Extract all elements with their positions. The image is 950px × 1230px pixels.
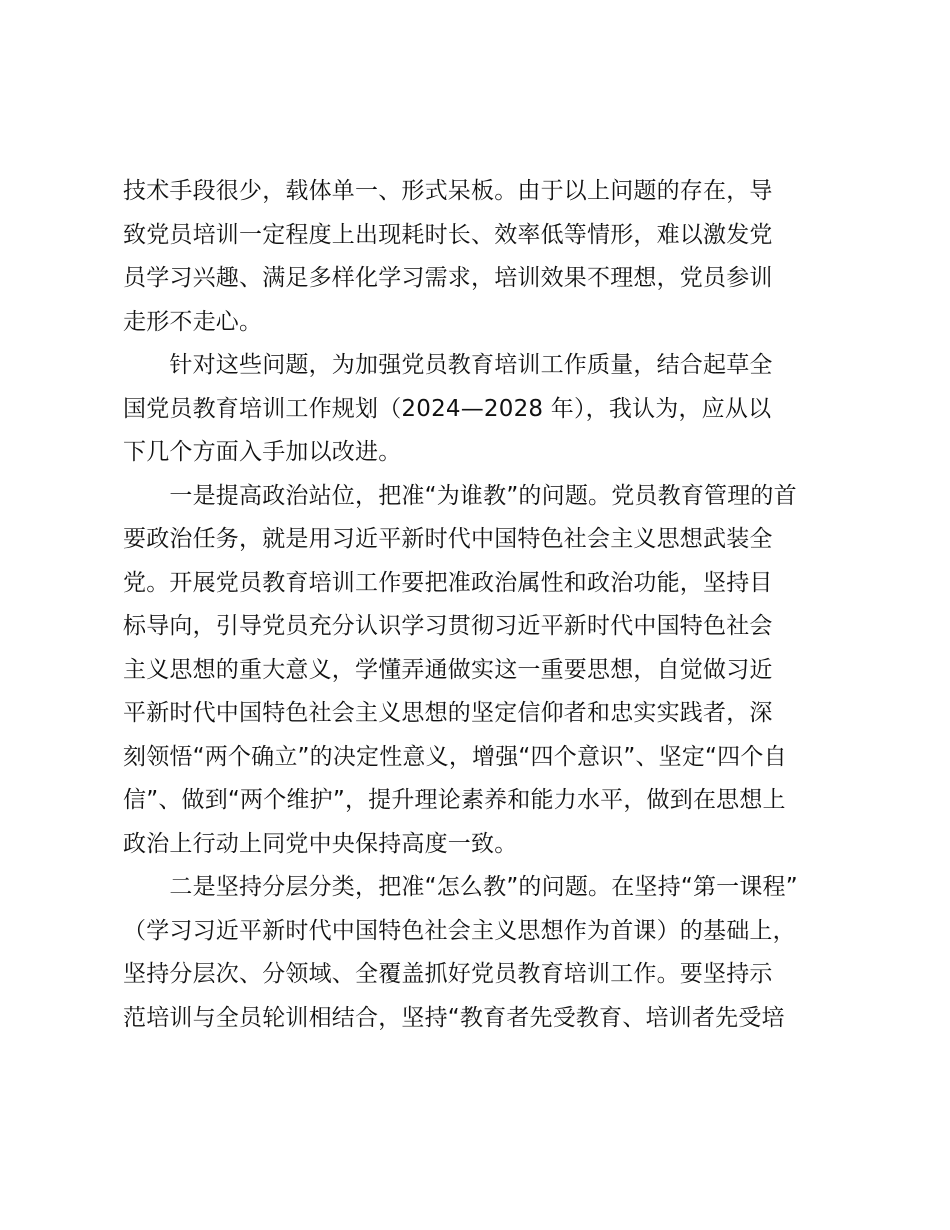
text-line: 致党员培训一定程度上出现耗时长、效率低等情形，难以激发党 [123, 221, 773, 248]
text-line: 刻领悟“两个确立”的决定性意义，增强“四个意识”、坚定“四个自 [123, 743, 787, 770]
text-line: 党。开展党员教育培训工作要把准政治属性和政治功能，坚持目 [123, 569, 773, 596]
text-line: 技术手段很少，载体单一、形式呆板。由于以上问题的存在，导 [123, 178, 773, 204]
text-line: 主义思想的重大意义，学懂弄通做实这一重要思想，自觉做习近 [123, 656, 773, 683]
text-line: （学习习近平新时代中国特色社会主义思想作为首课）的基础上， [123, 917, 796, 944]
text-line: 标导向，引导党员充分认识学习贯彻习近平新时代中国特色社会 [123, 613, 773, 639]
text-line: 要政治任务，就是用习近平新时代中国特色社会主义思想武装全 [123, 526, 773, 552]
text-line: 二是坚持分层分类，把准“怎么教”的问题。在坚持“第一课程” [123, 874, 798, 900]
text-line: 政治上行动上同党中央保持高度一致。 [123, 830, 518, 857]
text-line: 平新时代中国特色社会主义思想的坚定信仰者和忠实实践者，深 [123, 700, 773, 726]
text-line: 信”、做到“两个维护”，提升理论素养和能力水平，做到在思想上 [123, 787, 786, 813]
body-text [123, 170, 833, 1040]
text-line: 坚持分层次、分领域、全覆盖抓好党员教育培训工作。要坚持示 [123, 961, 773, 987]
text-line: 走形不走心。 [123, 308, 263, 335]
text-line: 一是提高政治站位，把准“为谁教”的问题。党员教育管理的首 [123, 482, 797, 509]
text-line: 下几个方面入手加以改进。 [123, 439, 402, 465]
text-line: 员学习兴趣、满足多样化学习需求，培训效果不理想，党员参训 [123, 265, 773, 291]
text-line: 针对这些问题，为加强党员教育培训工作质量，结合起草全 [123, 352, 773, 378]
text-line: 范培训与全员轮训相结合，坚持“教育者先受教育、培训者先受培 [123, 1004, 785, 1031]
text-line: 国党员教育培训工作规划（2024—2028 年），我认为，应从以 [123, 395, 772, 422]
